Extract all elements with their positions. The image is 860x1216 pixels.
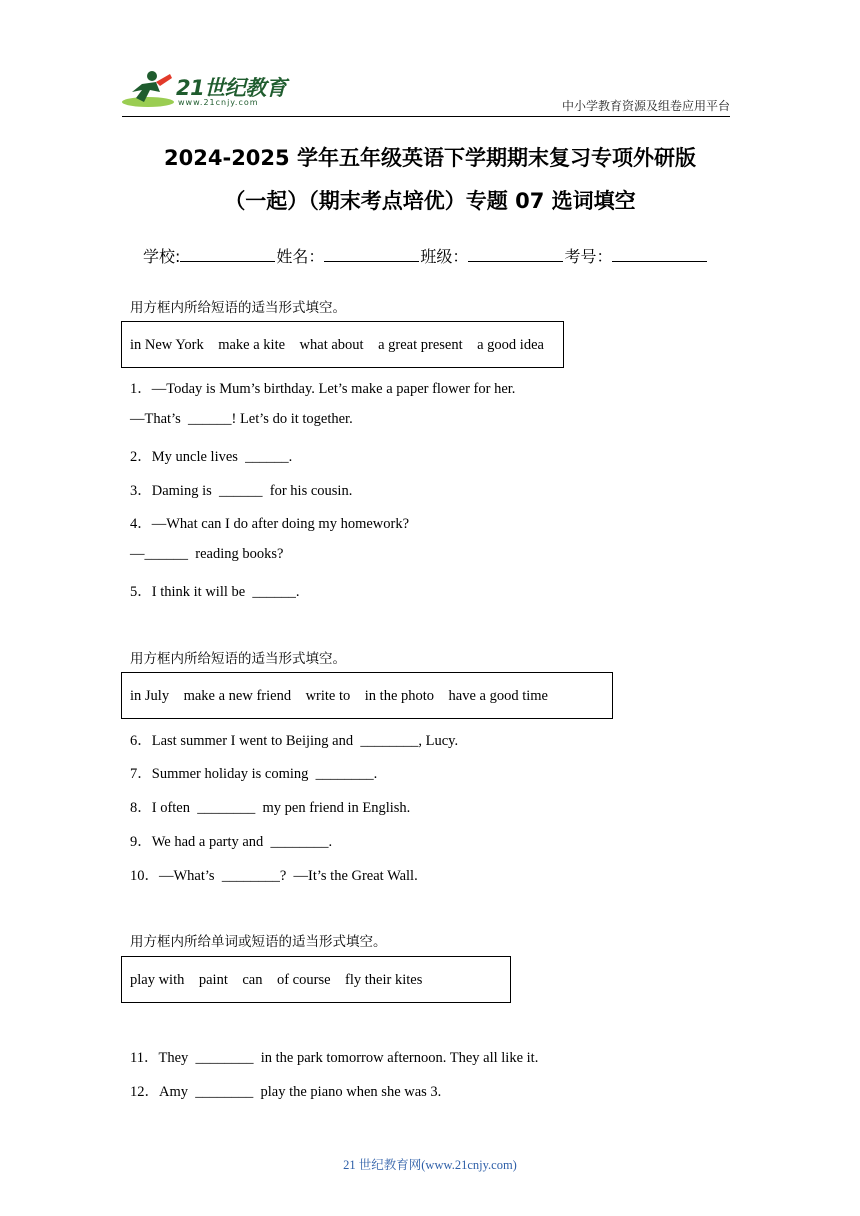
section2-word-box [121,672,613,719]
section1-word-box [121,321,564,368]
question-line: 8．I often ________ my pen friend in English. [130,800,411,816]
platform-label: 中小学教育资源及组卷应用平台 [561,99,730,113]
school-label: 学校: [143,247,181,266]
page-title-line2: （一起）（期末考点培优）专题 07 选词填空 [224,189,636,213]
runner-logo-icon [122,68,178,114]
question-line: 6．Last summer I went to Beijing and ________, Lucy. [130,733,459,749]
page-title-line1: 2024-2025 学年五年级英语下学期期末复习专项外研版 [164,146,696,170]
header-divider [122,116,730,117]
question-line: —That’s ______! Let’s do it together. [130,411,353,427]
class-blank[interactable] [468,244,563,262]
page-footer[interactable]: 21 世纪教育网(www.21cnjy.com) [343,1158,517,1172]
question-line: 3．Daming is ______ for his cousin. [130,483,353,499]
section2-instruction: 用方框内所给短语的适当形式填空。 [130,651,346,667]
section1-instruction: 用方框内所给短语的适当形式填空。 [130,300,346,316]
question-line: 10．—What’s ________? —It’s the Great Wall. [130,868,418,884]
question-line: 9．We had a party and ________. [130,834,333,850]
site-logo [122,68,292,114]
question-line: 4．—What can I do after doing my homework? [130,516,410,532]
question-line: 1．—Today is Mum’s birthday. Let’s make a paper flower for her. [130,381,516,397]
question-line: 7．Summer holiday is coming ________. [130,766,378,782]
class-label: 班级： [420,247,469,266]
section3-instruction: 用方框内所给单词或短语的适当形式填空。 [130,934,387,950]
name-label: 姓名： [276,247,325,266]
number-label: 考号： [564,247,613,266]
section3-word-list: play with paint can of course fly their kites [130,972,423,988]
logo-url: www.21cnjy.com [178,98,259,107]
question-line: 5．I think it will be ______. [130,584,300,600]
section3-word-box [121,956,511,1003]
question-line: 2．My uncle lives ______. [130,449,293,465]
question-line: 11．They ________ in the park tomorrow afternoon. They all like it. [130,1050,539,1066]
section2-word-list: in July make a new friend write to in the photo have a good time [130,688,548,704]
name-blank[interactable] [324,244,419,262]
section1-word-list: in New York make a kite what about a great present a good idea [130,337,544,353]
question-line: 12．Amy ________ play the piano when she was 3. [130,1084,442,1100]
school-blank[interactable] [180,244,275,262]
question-line: —______ reading books? [130,546,284,562]
number-blank[interactable] [612,244,707,262]
student-info [143,244,708,267]
logo-text: 21世纪教育 [176,76,287,100]
